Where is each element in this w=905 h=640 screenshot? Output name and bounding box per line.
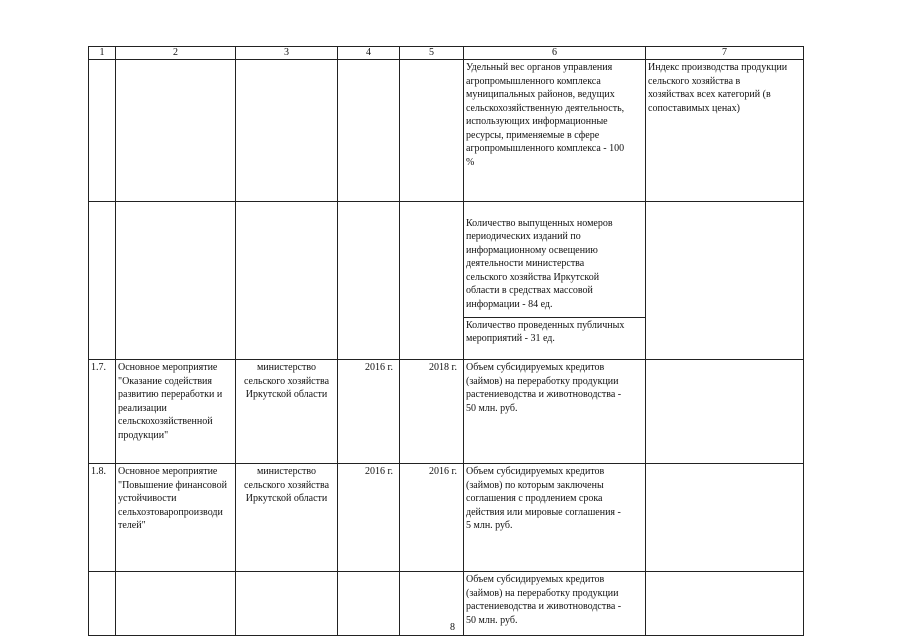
indicator-publications: Количество выпущенных номеров периодических изданий по информационному освещению деятельности министерства сельского хозяйства Иркутской области в средствах массовой информации - 84 ед. [464, 216, 645, 318]
table-header-row [89, 47, 804, 60]
cell-indicator-split [464, 202, 646, 360]
cell-start: 2016 г. [338, 360, 400, 464]
cell-result [646, 464, 804, 572]
col-header: 7 [646, 47, 804, 60]
table-row [89, 60, 804, 202]
cell-indicator: Объем субсидируемых кредитов (займов) на переработку продукции растениеводства и животноводства - 50 млн. руб. [464, 572, 646, 636]
cell-num: 1.7. [89, 360, 116, 464]
cell-result [646, 360, 804, 464]
cell-num: 1.8. [89, 464, 116, 572]
cell-executor: министерство сельского хозяйства Иркутской области [236, 464, 338, 572]
table-row [89, 360, 804, 464]
cell-indicator: Удельный вес органов управления агропромышленного комплекса муниципальных районов, ведущих сельскохозяйственную деятельность, использующих информационные ресурсы, применяемые в сфере агропромышленного комплекса - 100 % [464, 60, 646, 202]
cell-result [646, 202, 804, 360]
table-row [89, 202, 804, 360]
cell-indicator: Объем субсидируемых кредитов (займов) по которым заключены соглашения с продлением срока действия или мировые соглашения - 5 млн. руб. [464, 464, 646, 572]
cell-end: 2018 г. [400, 360, 464, 464]
indicator-events: Количество проведенных публичных мероприятий - 31 ед. [466, 319, 625, 344]
cell-start [338, 202, 400, 360]
cell-indicator: Объем субсидируемых кредитов (займов) на переработку продукции растениеводства и животноводства - 50 млн. руб. [464, 360, 646, 464]
col-header: 1 [89, 47, 116, 60]
cell-num [89, 202, 116, 360]
table-row [89, 464, 804, 572]
cell-executor [236, 202, 338, 360]
col-header: 3 [236, 47, 338, 60]
cell-executor [236, 60, 338, 202]
cell-executor: министерство сельского хозяйства Иркутской области [236, 360, 338, 464]
cell-end: 2016 г. [400, 464, 464, 572]
cell-name [116, 60, 236, 202]
cell-result: Индекс производства продукции сельского хозяйства в хозяйствах всех категорий (в сопоставимых ценах) [646, 60, 804, 202]
cell-start: 2016 г. [338, 464, 400, 572]
cell-name: Основное мероприятие "Оказание содействия развитию переработки и реализации сельскохозяйственной продукции" [116, 360, 236, 464]
cell-name [116, 202, 236, 360]
page-number: 8 [450, 622, 455, 633]
col-header: 2 [116, 47, 236, 60]
cell-num [89, 60, 116, 202]
cell-name: Основное мероприятие "Повышение финансовой устойчивости сельхозтоваропроизводи телей" [116, 464, 236, 572]
col-header: 6 [464, 47, 646, 60]
cell-end [400, 60, 464, 202]
cell-start [338, 60, 400, 202]
col-header: 4 [338, 47, 400, 60]
cell-end [400, 202, 464, 360]
program-table [88, 46, 804, 636]
col-header: 5 [400, 47, 464, 60]
